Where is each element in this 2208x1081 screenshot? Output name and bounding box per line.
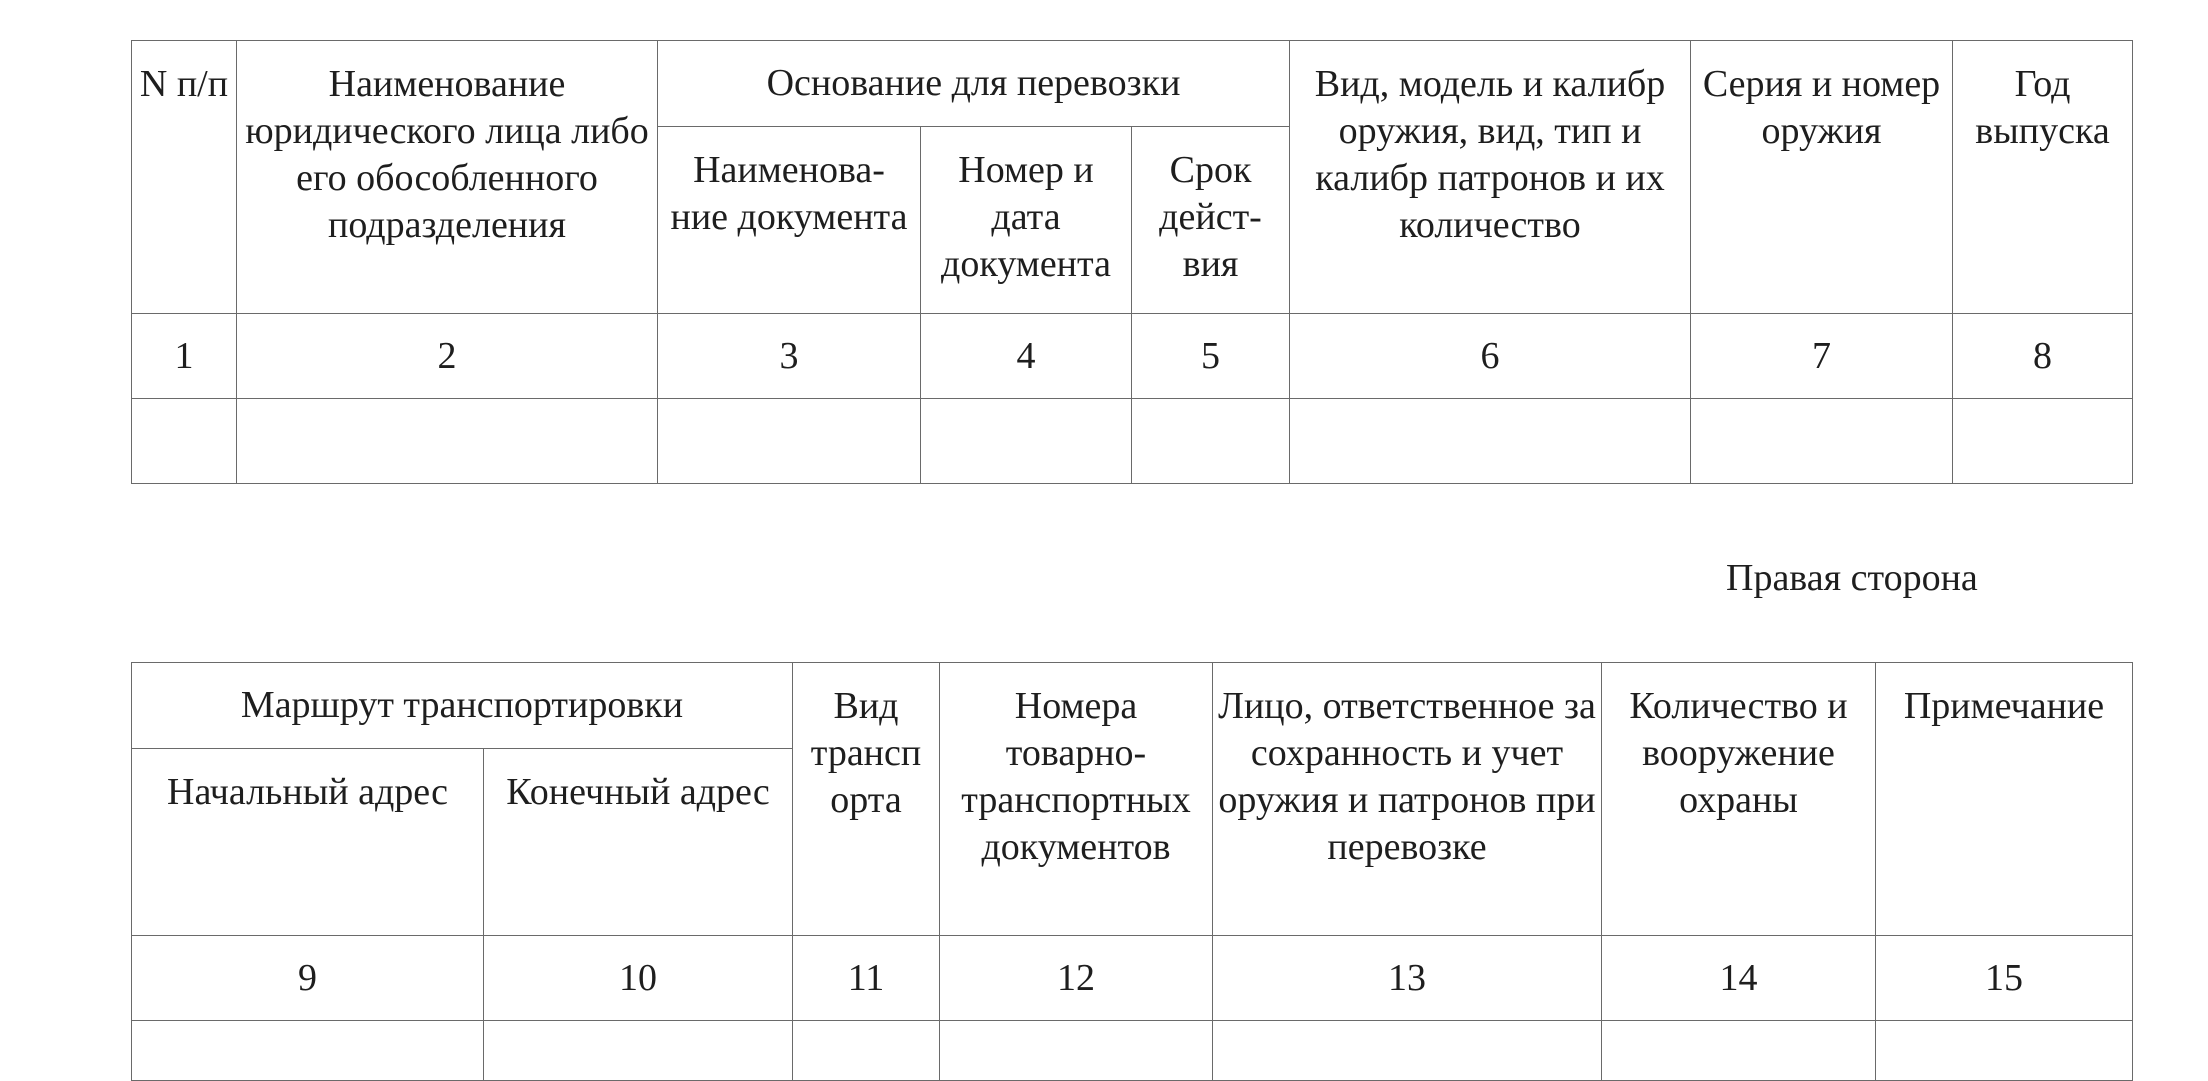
header-route: Маршрут транспортировки [132, 663, 793, 749]
header-validity: Срок дейст- вия [1132, 127, 1290, 314]
header-num: N п/п [132, 41, 237, 314]
column-number: 5 [1132, 314, 1290, 399]
column-number: 4 [921, 314, 1132, 399]
empty-data-row [132, 1021, 2133, 1081]
empty-cell [1876, 1021, 2133, 1081]
empty-cell [940, 1021, 1213, 1081]
header-entity: Наименование юридического лица либо его обособленного подразделения [237, 41, 658, 314]
empty-cell [921, 399, 1132, 484]
column-number: 9 [132, 936, 484, 1021]
empty-cell [132, 1021, 484, 1081]
header-end-address: Конечный адрес [484, 749, 793, 936]
column-number: 2 [237, 314, 658, 399]
header-start-address: Начальный адрес [132, 749, 484, 936]
header-basis: Основание для перевозки [658, 41, 1290, 127]
column-number: 3 [658, 314, 921, 399]
header-waybills: Номера товарно- транспортных документов [940, 663, 1213, 936]
header-series: Серия и номер оружия [1691, 41, 1953, 314]
empty-cell [1132, 399, 1290, 484]
header-responsible: Лицо, ответственное за сохранность и учет оружия и патронов при перевозке [1213, 663, 1602, 936]
empty-cell [793, 1021, 940, 1081]
column-number: 1 [132, 314, 237, 399]
column-number: 11 [793, 936, 940, 1021]
column-number: 7 [1691, 314, 1953, 399]
header-transport: Вид трансп орта [793, 663, 940, 936]
column-number-row [132, 936, 2133, 1021]
column-number: 14 [1602, 936, 1876, 1021]
empty-cell [658, 399, 921, 484]
column-number: 13 [1213, 936, 1602, 1021]
empty-cell [132, 399, 237, 484]
header-doc-name: Наименова- ние документа [658, 127, 921, 314]
header-guard: Количество и вооружение охраны [1602, 663, 1876, 936]
header-doc-number-date: Номер и дата документа [921, 127, 1132, 314]
right-side-label: Правая сторона [1726, 557, 1978, 599]
empty-cell [484, 1021, 793, 1081]
empty-cell [237, 399, 658, 484]
empty-cell [1691, 399, 1953, 484]
right-side-table [131, 662, 2133, 1081]
empty-cell [1953, 399, 2133, 484]
header-weapon: Вид, модель и калибр оружия, вид, тип и калибр патронов и их количество [1290, 41, 1691, 314]
empty-data-row [132, 399, 2133, 484]
column-number: 12 [940, 936, 1213, 1021]
left-side-table [131, 40, 2133, 484]
header-note: Примечание [1876, 663, 2133, 936]
column-number: 15 [1876, 936, 2133, 1021]
empty-cell [1213, 1021, 1602, 1081]
column-number: 8 [1953, 314, 2133, 399]
empty-cell [1290, 399, 1691, 484]
empty-cell [1602, 1021, 1876, 1081]
header-year: Год выпуска [1953, 41, 2133, 314]
column-number: 6 [1290, 314, 1691, 399]
column-number: 10 [484, 936, 793, 1021]
column-number-row [132, 314, 2133, 399]
